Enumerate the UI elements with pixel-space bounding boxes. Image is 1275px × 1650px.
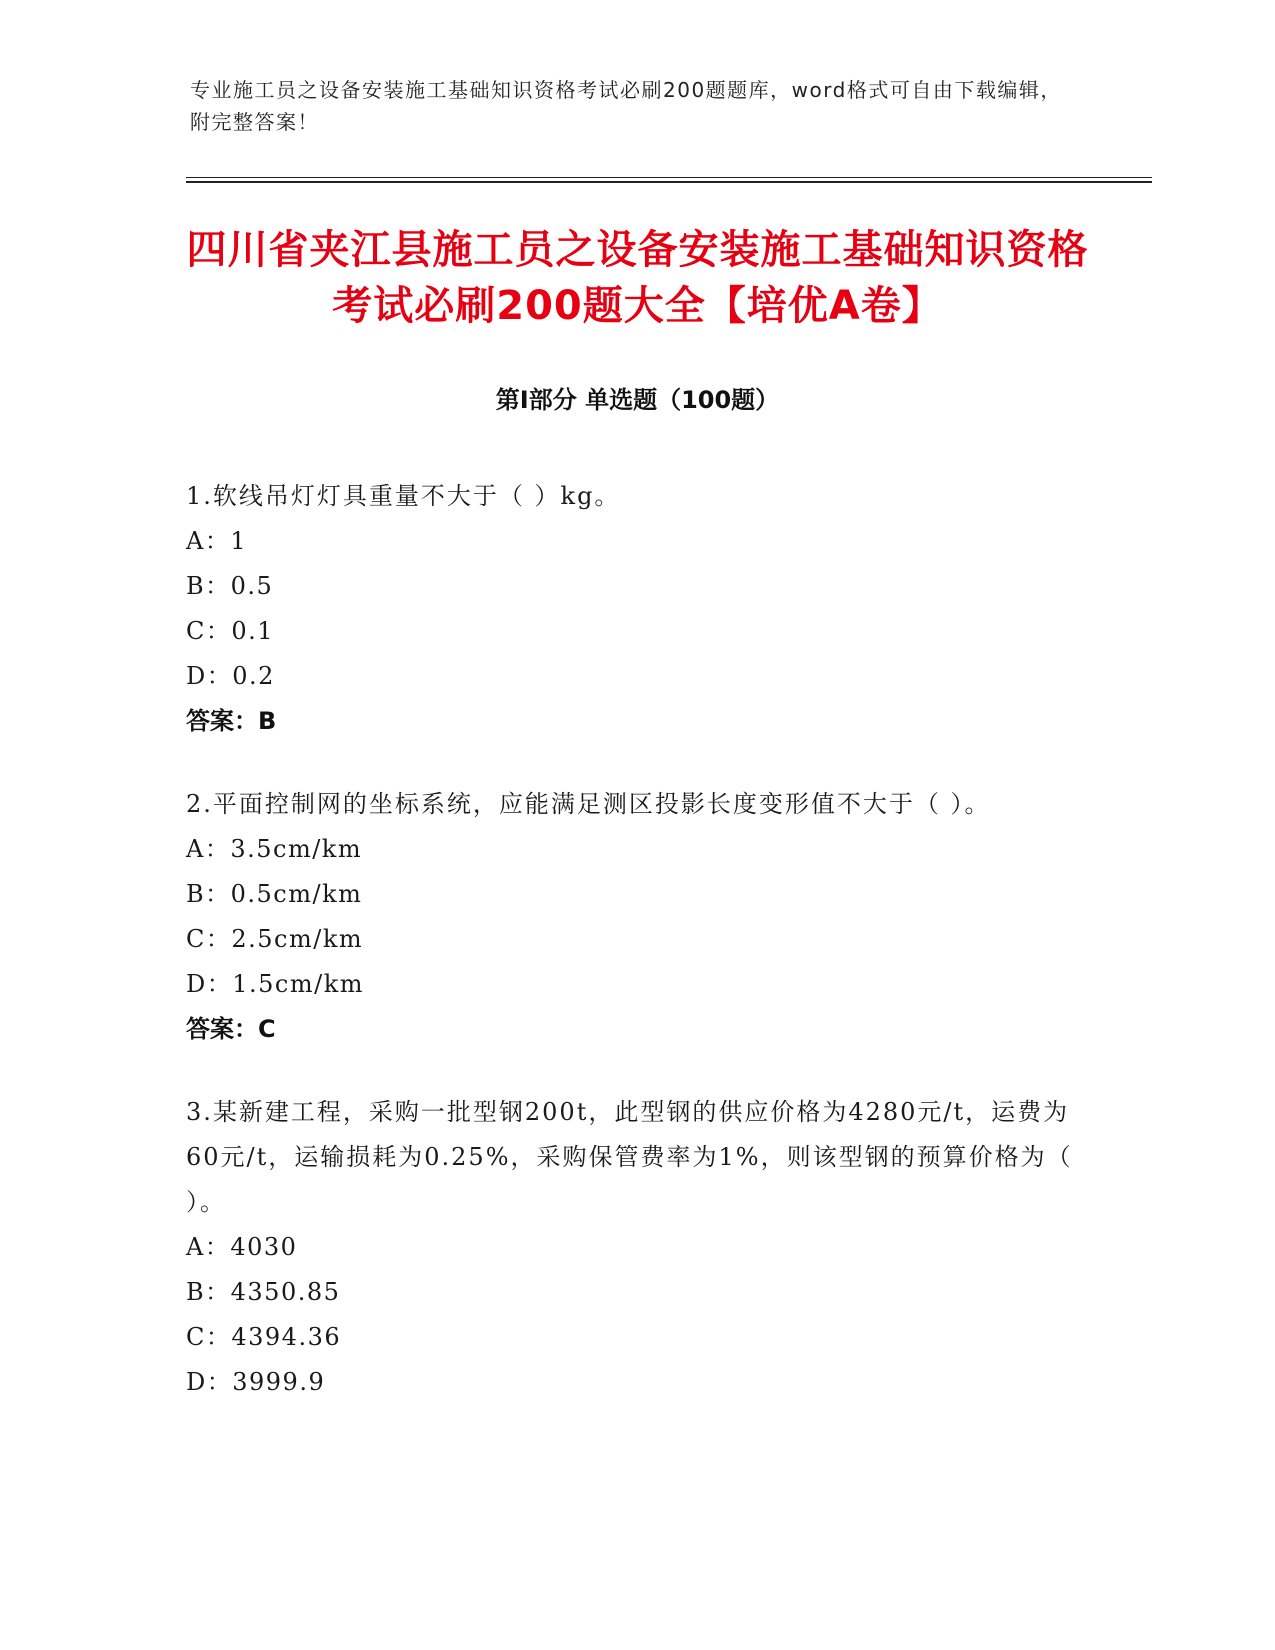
section-title: 第Ⅰ部分 单选题（100题）: [495, 386, 780, 414]
document-title: 四川省夹江县施工员之设备安装施工基础知识资格考试必刷200题大全【培优A卷】: [186, 227, 1089, 329]
option-letter: B：: [186, 572, 231, 600]
question-stem: 2.平面控制网的坐标系统，应能满足测区投影长度变形值不大于（ ）。: [186, 790, 991, 818]
answer-label: 答案：: [186, 1015, 258, 1043]
answer-line: [186, 1007, 1086, 1052]
option-b: [186, 564, 1086, 609]
question-item: [186, 782, 1086, 1052]
option-text: 4350.85: [230, 1278, 341, 1306]
option-text: 4030: [230, 1233, 298, 1261]
option-letter: B：: [186, 880, 231, 908]
option-c: [186, 1315, 1086, 1360]
option-d: [186, 962, 1086, 1007]
option-a: [186, 1225, 1086, 1270]
option-text: 0.1: [231, 617, 275, 645]
option-text: 3999.9: [232, 1368, 326, 1396]
option-text: 4394.36: [231, 1323, 342, 1351]
option-a: [186, 827, 1086, 872]
option-c: [186, 609, 1086, 654]
option-text: 2.5cm/km: [231, 925, 364, 953]
header-divider-thick: [186, 181, 1152, 183]
answer-label: 答案：: [186, 707, 258, 735]
option-text: 0.5: [230, 572, 274, 600]
option-text: 0.5cm/km: [230, 880, 363, 908]
question-stem: 1.软线吊灯灯具重量不大于（ ）kg。: [186, 482, 621, 510]
option-b: [186, 1270, 1086, 1315]
answer-value: C: [258, 1015, 276, 1043]
answer-line: [186, 699, 1086, 744]
answer-value: B: [258, 707, 277, 735]
option-a: [186, 519, 1086, 564]
option-d: [186, 654, 1086, 699]
option-text: 0.2: [232, 662, 275, 690]
option-letter: A：: [186, 835, 231, 863]
question-stem: 3.某新建工程，采购一批型钢200t，此型钢的供应价格为4280元/t，运费为60元/t，运输损耗为0.25%，采购保管费率为1%，则该型钢的预算价格为（ ）。: [186, 1098, 1073, 1216]
option-c: [186, 917, 1086, 962]
option-b: [186, 872, 1086, 917]
option-letter: D：: [186, 970, 233, 998]
question-list: [186, 474, 1086, 1443]
option-letter: C：: [186, 1323, 232, 1351]
option-letter: A：: [186, 1233, 231, 1261]
option-letter: C：: [186, 617, 232, 645]
option-letter: D：: [186, 662, 233, 690]
question-item: [186, 474, 1086, 744]
option-letter: A：: [186, 527, 231, 555]
option-letter: C：: [186, 925, 232, 953]
option-letter: D：: [186, 1368, 233, 1396]
option-d: [186, 1360, 1086, 1405]
option-letter: B：: [186, 1278, 231, 1306]
header-note: 专业施工员之设备安装施工基础知识资格考试必刷200题题库，word格式可自由下载编辑，附完整答案！: [190, 78, 1062, 134]
header-divider-thin: [186, 177, 1152, 178]
option-text: 3.5cm/km: [230, 835, 363, 863]
option-text: 1.5cm/km: [232, 970, 365, 998]
option-text: 1: [230, 527, 248, 555]
question-item: [186, 1090, 1086, 1405]
